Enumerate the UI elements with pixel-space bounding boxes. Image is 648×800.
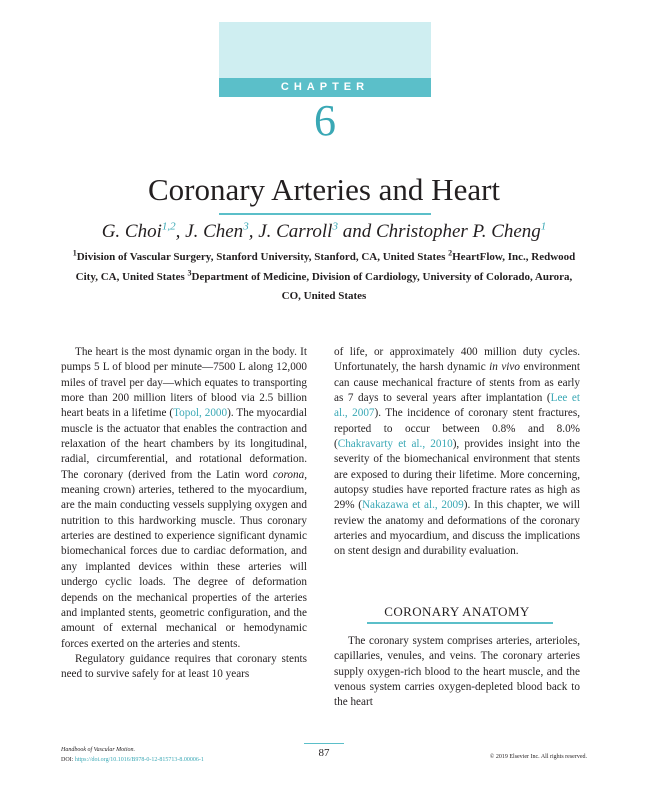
body-text: environment can cause mechanical fracture of stents from as early as 7 days to several years after implantation ( [334, 361, 580, 405]
author-affiliation-ref[interactable]: 3 [243, 220, 249, 233]
body-text: ). The incidence of coronary stent fractures, reported to occur between 0.8% and 8.0% ( [334, 407, 580, 451]
italic-term: corona [272, 468, 305, 481]
author-affiliation-ref[interactable]: 3 [332, 220, 338, 233]
citation-link[interactable]: Nakazawa et al., 2009 [361, 499, 464, 512]
left-column [61, 345, 307, 683]
author-separator: and [337, 221, 376, 242]
chapter-number: 6 [314, 96, 336, 145]
doi-label: DOI: [61, 757, 75, 763]
doi-link[interactable]: https://doi.org/10.1016/B978-0-12-815713-8.00006-1 [74, 757, 204, 763]
affiliation-text: HeartFlow, Inc., Redwood City, CA, United States [75, 251, 576, 283]
italic-term: in vivo [489, 361, 520, 374]
author-name: J. Carroll [258, 221, 333, 242]
author-separator: , [175, 221, 186, 242]
book-title: Handbook of Vascular Motion. [61, 747, 135, 753]
citation-link[interactable]: Topol, 2000 [173, 407, 228, 420]
affiliations [70, 248, 578, 307]
author-affiliation-ref[interactable]: 1 [540, 220, 547, 233]
footer-left [61, 745, 204, 765]
right-column-continued [334, 634, 580, 711]
body-text: ), provides insight into the severity of the biomechanical environment that stents are exposed to during their lifetime. More concerning, autopsy studies have reported fracture rates as high as 29% ( [334, 438, 580, 512]
body-text: , meaning crown) arteries, tethered to the myocardium, are the main conducting vessels supplying oxygen and nutrition to this hardworking muscle. Thus coronary arteries are destined to experience significant dynamic biomechanical forces due to cardiac deformation, and any implanted devices within these arteries will undergo cyclic loads. The degree of deformation depends on the mechanical properties of the arteries and implanted stents, geometric configuration, and the amount of external mechanical or hemodynamic forces exerted on the arteries and stents. [61, 468, 307, 650]
copyright: © 2019 Elsevier Inc. All rights reserved. [489, 754, 587, 760]
body-text: The heart is the most dynamic organ in the body. It pumps 5 L of blood per minute—7500 L along 12,000 miles of travel per day—which equates to transporting more than 200 million liters of blood via 2.5 billion heart beats in a lifetime ( [61, 346, 307, 420]
paragraph: The coronary system comprises arteries, arterioles, capillaries, venules, and veins. The coronary arteries supply oxygen-rich blood to the heart muscle, and the venous system carries oxygen-depleted blood back to the heart [334, 635, 580, 709]
author-affiliation-ref[interactable]: 1,2 [161, 220, 176, 233]
body-text: ). In this chapter, we will review the anatomy and deformations of the coronary arteries and myocardium, and discuss the implications on stent design and durability evaluation. [334, 499, 580, 558]
section-heading: CORONARY ANATOMY [384, 604, 530, 619]
right-column [334, 345, 580, 560]
citation-link[interactable]: Chakravarty et al., 2010 [337, 438, 453, 451]
body-text: of life, or approximately 400 million duty cycles. Unfortunately, the harsh dynamic [334, 346, 580, 374]
chapter-title: Coronary Arteries and Heart [147, 172, 501, 207]
affiliation-text: Division of Vascular Surgery, Stanford University, Stanford, CA, United States [76, 251, 449, 263]
paragraph: Regulatory guidance requires that coronary stents need to survive safely for at least 10 years [61, 652, 307, 681]
body-text: ). The myocardial muscle is the actuator that enables the contraction and relaxation of the heart chambers by its longitudinal, radial, circumferential, and rotational deformation. The coronary (derived from the Latin word [61, 407, 307, 481]
affiliation-marker: 3 [187, 267, 192, 277]
author-name: Christopher P. Cheng [375, 221, 541, 242]
chapter-label: CHAPTER [219, 78, 431, 97]
section-rule [367, 622, 553, 624]
author-name: G. Choi [101, 221, 162, 242]
affiliation-marker: 1 [72, 248, 77, 258]
author-separator: , [248, 221, 259, 242]
paragraph [334, 345, 580, 560]
citation-link[interactable]: Lee et al., 2007 [334, 392, 581, 420]
affiliation-marker: 2 [448, 248, 453, 258]
author-name: J. Chen [185, 221, 244, 242]
page-number: 87 [318, 747, 330, 759]
author-list [0, 219, 648, 245]
paragraph [61, 345, 307, 652]
page-number-rule [304, 743, 344, 744]
doi-line [61, 755, 204, 765]
title-rule [219, 213, 431, 215]
affiliation-text: Department of Medicine, Division of Cardiology, University of Colorado, Aurora, CO, United States [191, 270, 573, 302]
